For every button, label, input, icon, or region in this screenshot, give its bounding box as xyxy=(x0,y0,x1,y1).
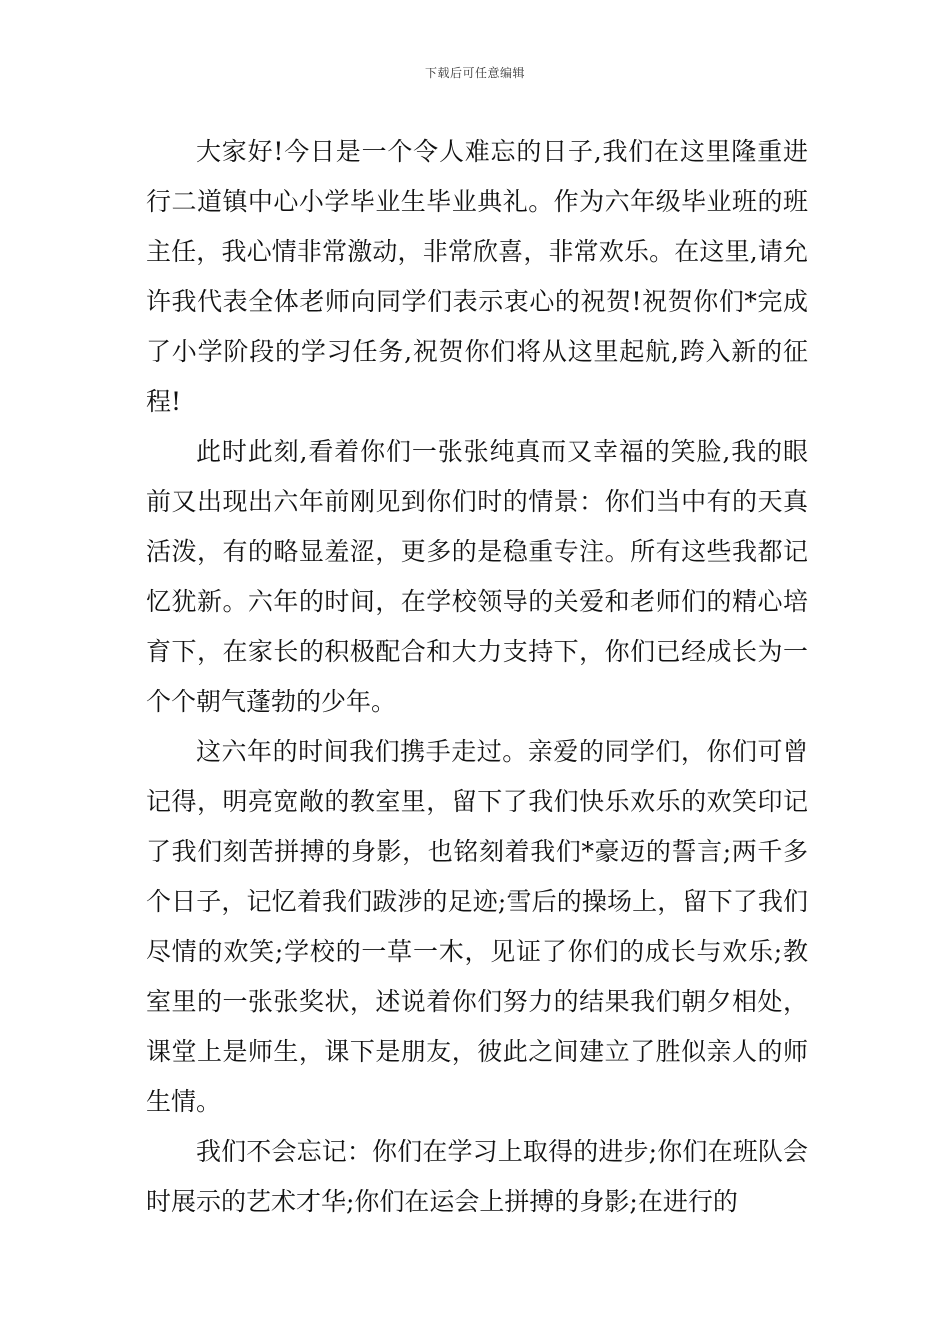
paragraph-remember: 我们不会忘记：你们在学习上取得的进步;你们在班队会时展示的艺术才华;你们在运会上拼搏的身影;在进行的 xyxy=(146,1137,808,1216)
page-header-note: 下载后可任意编辑 xyxy=(424,66,525,80)
paragraph-memories: 此时此刻,看着你们一张张纯真而又幸福的笑脸,我的眼前又出现出六年前刚见到你们时的情景：你们当中有的天真活泼，有的略显羞涩，更多的是稳重专注。所有这些我都记忆犹新。六年的时间，在学校领导的关爱和老师们的精心培育下，在家长的积极配合和大力支持下，你们已经成长为一个个朝气蓬勃的少年。 xyxy=(146,437,808,716)
document-body xyxy=(146,127,808,1227)
paragraph-six-years: 这六年的时间我们携手走过。亲爱的同学们，你们可曾记得，明亮宽敞的教室里，留下了我们快乐欢乐的欢笑印记了我们刻苦拼搏的身影，也铭刻着我们*豪迈的誓言;两千多个日子，记忆着我们跋涉的足迹;雪后的操场上，留下了我们尽情的欢笑;学校的一草一木，见证了你们的成长与欢乐;教室里的一张张奖状，述说着你们努力的结果我们朝夕相处，课堂上是师生，课下是朋友，彼此之间建立了胜似亲人的师生情。 xyxy=(146,737,808,1116)
paragraph-greeting: 大家好!今日是一个令人难忘的日子,我们在这里隆重进行二道镇中心小学毕业生毕业典礼。作为六年级毕业班的班主任，我心情非常激动，非常欣喜，非常欢乐。在这里,请允许我代表全体老师向同学们表示衷心的祝贺!祝贺你们*完成了小学阶段的学习任务,祝贺你们将从这里起航,跨入新的征程! xyxy=(146,137,808,416)
